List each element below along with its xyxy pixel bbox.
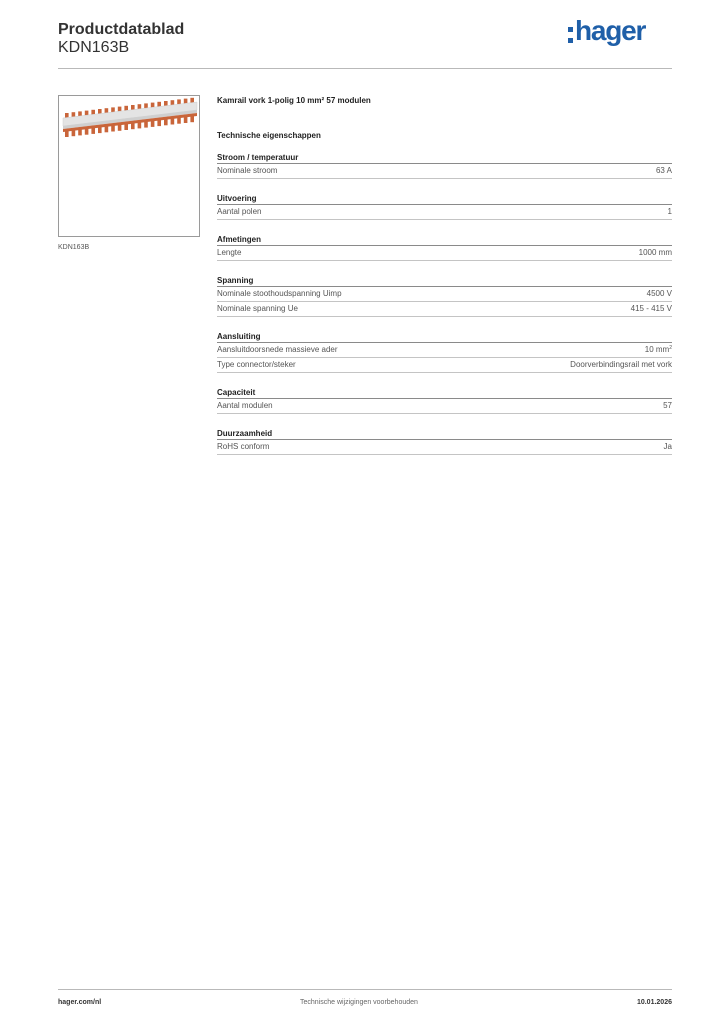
property-label: Nominale stroom (217, 166, 278, 175)
property-value-cell (645, 343, 672, 357)
footer-date: 10.01.2026 (636, 999, 672, 1006)
property-value-cell (639, 246, 672, 260)
property-label: Aansluitdoorsnede massieve ader (217, 345, 338, 354)
property-section (217, 387, 672, 414)
property-row (217, 302, 672, 317)
property-row (217, 246, 672, 261)
property-value: Ja (663, 442, 672, 451)
property-row (217, 440, 672, 455)
property-label: Nominale stoothoudspanning Uimp (217, 289, 342, 298)
property-row (217, 399, 672, 414)
footer-divider (58, 989, 672, 990)
property-row (217, 358, 672, 373)
property-label: Nominale spanning Ue (217, 304, 298, 313)
busbar-illustration (59, 96, 199, 236)
logo-wordmark: hager (575, 15, 646, 46)
property-value-cell (656, 164, 672, 178)
property-value: 415 - 415 V (630, 304, 672, 313)
property-section (217, 234, 672, 261)
property-row (217, 164, 672, 179)
property-section (217, 331, 672, 373)
product-image (58, 95, 200, 237)
property-row (217, 205, 672, 220)
property-row (217, 343, 672, 358)
product-details (217, 95, 672, 455)
property-value-cell (663, 399, 672, 413)
property-value-cell (570, 358, 672, 372)
property-section (217, 428, 672, 455)
property-value: 63 A (655, 166, 672, 175)
property-section (217, 193, 672, 220)
properties-heading: Technische eigenschappen (217, 131, 321, 140)
property-label: Aantal polen (217, 207, 262, 216)
section-title: Uitvoering (217, 193, 672, 205)
section-title: Stroom / temperatuur (217, 152, 672, 164)
logo-dots (568, 27, 573, 45)
hager-logo (566, 15, 658, 49)
footer-website-link[interactable]: hager.com/nl (58, 999, 102, 1006)
property-value: Doorverbindingsrail met vork (570, 360, 672, 369)
section-title: Spanning (217, 275, 672, 287)
property-section (217, 152, 672, 179)
property-value: 57 (663, 401, 672, 410)
header-title: Productdatablad (58, 21, 185, 38)
section-title: Capaciteit (217, 387, 672, 399)
property-label: Type connector/steker (217, 360, 296, 369)
property-value: 1 (667, 207, 672, 216)
property-value: 4500 V (646, 289, 672, 298)
property-value-superscript: 2 (669, 345, 672, 351)
property-label: RoHS conform (217, 442, 270, 451)
header-product-code: KDN163B (58, 39, 130, 56)
section-title: Afmetingen (217, 234, 672, 246)
property-value: 1000 mm (638, 248, 672, 257)
property-row (217, 287, 672, 302)
property-value-cell (647, 287, 672, 301)
property-value: 10 mm (644, 345, 670, 354)
property-label: Lengte (217, 248, 242, 257)
property-value-cell (631, 302, 672, 316)
header-divider (58, 68, 672, 69)
footer-notice: Technische wijzigingen voorbehouden (300, 999, 418, 1006)
product-name: Kamrail vork 1-polig 10 mm² 57 modulen (217, 96, 371, 105)
property-value-cell (664, 440, 672, 454)
property-section (217, 275, 672, 317)
property-label: Aantal modulen (217, 401, 273, 410)
image-caption: KDN163B (58, 244, 90, 251)
section-title: Duurzaamheid (217, 428, 672, 440)
section-title: Aansluiting (217, 331, 672, 343)
properties-sections (217, 152, 672, 455)
property-value-cell (668, 205, 672, 219)
